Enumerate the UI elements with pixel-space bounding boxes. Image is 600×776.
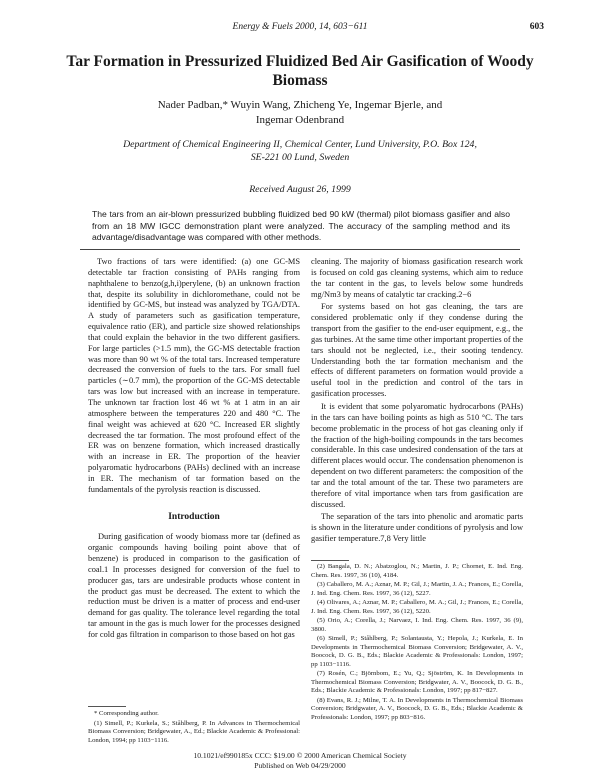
body-paragraph: cleaning. The majority of biomass gasification research work is focused on cold gas cleaning systems, which aim to reduce the tar content in the gas, to levels below some hundreds mg/Nm3 by means of catalytic tar cracking.2−6: [311, 257, 523, 299]
left-column: [88, 257, 300, 643]
reference-item: (1) Simell, P.; Kurkela, S.; Ståhlberg, P. In Advances in Thermochemical Biomass Conversion; Bridgewater, A., Ed.; Blackie Academic & Professional: London, 1994; pp 1103−1116.: [88, 719, 300, 744]
body-paragraph: The separation of the tars into phenolic and aromatic parts is shown in the literature under conditions of pyrolysis and low gasifier temperature.7,8 Very little: [311, 512, 523, 544]
body-paragraph: During gasification of woody biomass more tar (defined as organic compounds having boiling point above that of benzene) is produced in comparison to the gasification of coal.1 In processes designed for conversion of the fuel to producer gas, tars are undesirable products whose content in the product gas must be decreased. The extent to which the reduction must be driven is a matter of process and end-user demand for gas quality. The tolerance level regarding the total tar amount in the gas is much lower for the processes designed for cold gas filtration in comparison to those based on hot gas: [88, 532, 300, 639]
authors-line-2: Ingemar Odenbrand: [255, 113, 345, 126]
body-paragraph: Two fractions of tars were identified: (a) one GC-MS detectable tar fraction consisting of PAHs ranging from naphthalene to benzo(g,h,i)perylene, (b) an unknown fraction that, despite its solubility in dichloromethane, could not be identified by GC-MS, but instead was analyzed by TGA/DTA. A study of parameters such as gasification temperature, equivalence ratio (ER), and particle size showed relationships that could explain the behavior in the two different gasifiers. For large particles (>1.5 mm), the GC-MS detectable fraction was more than 90 wt % of the total tars. Increased temperature decreased the conversion of fuels to the tars. For small fuel particles (∼0.7 mm), the proportion of the GC-MS detectable tars was low but increased with an increase in temperature. The unknown tar fraction lost 46 wt % at 1 atm in an air atmosphere between the temperatures 220 and 480 °C. The final weight was achieved at 620 °C. Increased ER slightly decreased the tar formation. The most profound effect of the ER was on benzene formation, which increased drastically with an increase in ER. The proportion of the heavier polyaromatic hydrocarbons (PAHs) declined with an increase in ER. The mechanism of tar formation based on the fundamentals of the pyrolysis reaction is discussed.: [88, 257, 300, 494]
abstract-divider: [80, 249, 520, 250]
body-paragraph: It is evident that some polyaromatic hydrocarbons (PAHs) in the tars can have boiling points as high as 510 °C. The tars become problematic in the process of hot gas cleaning only if the fraction of the high-boiling compounds in the tars becomes considerable. In this case undesired condensation of the tars at different places would occur. The condensation phenomenon is dependent on two different parameters: the composition of the tar and the total amount of the tar. These two parameters are therefore of vital importance when tars from gasification are discussed.: [311, 401, 523, 509]
abstract: The tars from an air-blown pressurized bubbling fluidized bed 90 kW (thermal) pilot biomass gasifier and also from an 18 MW IGCC demonstration plant were analyzed. The accuracy of the sampling method and its advantage/disadvantage was compared with other methods.: [92, 209, 510, 242]
reference-item: (6) Simell, P.; Ståhlberg, P.; Solantausta, Y.; Hepola, J.; Kurkela, E. In Developments in Thermochemical Biomass Conversion; Bridgewater, A. V., Boocock, D. G. B., Eds.; Blackie Academic & Professionals: London, 1997; pp 1103−1116.: [311, 635, 523, 668]
affiliation: [60, 139, 540, 164]
reference-item: (2) Bangala, D. N.; Abatzoglou, N.; Martin, J. P.; Chornet, E. Ind. Eng. Chem. Res. 1997, 36 (10), 4184.: [311, 563, 523, 579]
footnote-divider-left: [88, 706, 126, 707]
references-right: [311, 563, 523, 723]
affiliation-line-2: SE-221 00 Lund, Sweden: [250, 151, 350, 163]
body-paragraph: For systems based on hot gas cleaning, the tars are considered problematic only if they condense during the transport from the gasifier to the end-user equipment, e.g., the gas turbines. At the same time other important properties of the tars should not be neglected, i.e., their sooting tendency. Understanding both the tar formation mechanism and the effects of different parameters on formation would provide a useful tool in the prediction and control of the tars in gasification processes.: [311, 302, 523, 399]
reference-item: (5) Orio, A.; Corella, J.; Narvaez, I. Ind. Eng. Chem. Res. 1997, 36 (9), 3800.: [311, 617, 523, 633]
affiliation-line-1: Department of Chemical Engineering II, Chemical Center, Lund University, P.O. Box 124,: [123, 139, 477, 150]
section-heading-introduction: Introduction: [168, 511, 220, 522]
journal-citation: Energy & Fuels 2000, 14, 603−611: [232, 22, 368, 32]
reference-item: (7) Rosén, C.; Björnbom, E.; Yu, Q.; Sjöström, K. In Developments in Thermochemical Biomass Conversion; Bridgwater, A. V., Boocock, D. G. B., Eds.; Blackie Academic & Professionals: London, 1997; pp 817−827.: [311, 670, 523, 694]
reference-item: (3) Caballero, M. A.; Aznar, M. P.; Gil, J.; Martin, J. A.; Frances, E.; Corella, J. Ind. Eng. Chem. Res. 1997, 36 (12), 5227.: [311, 581, 523, 597]
authors-line-1: Nader Padban,* Wuyin Wang, Zhicheng Ye, Ingemar Bjerle, and: [157, 99, 443, 111]
footnotes-left: [88, 710, 300, 746]
running-head: [0, 22, 600, 36]
received-date: Received August 26, 1999: [249, 184, 351, 195]
published-date-line: Published on Web 04/29/2000: [254, 760, 346, 770]
paper-title: Tar Formation in Pressurized Fluidized Bed Air Gasification of Woody Biomass: [66, 53, 534, 89]
reference-item: (4) Olivares, A.; Aznar, M. P.; Caballero, M. A.; Gil, J.; Frances, E.; Corella, J. Ind. Eng. Chem. Res. 1997, 36 (12), 5220.: [311, 599, 523, 615]
reference-item: (8) Evans, R. J.; Milne, T. A. In Developments in Thermochemical Biomass Conversion; Bridgwater, A. V., Boocock, D. G. B., Eds.; Blackie Academic & Professionals: London, 1997; pp 803−816.: [311, 696, 523, 721]
footnote-divider-right: [311, 560, 349, 561]
page-footer: [0, 751, 600, 770]
author-list: [60, 98, 540, 127]
right-column: [311, 257, 523, 547]
corresponding-author-note: * Corresponding author.: [94, 710, 159, 717]
doi-copyright-line: 10.1021/ef990185x CCC: $19.00 © 2000 American Chemical Society: [193, 751, 407, 760]
page-number: 603: [529, 22, 544, 32]
